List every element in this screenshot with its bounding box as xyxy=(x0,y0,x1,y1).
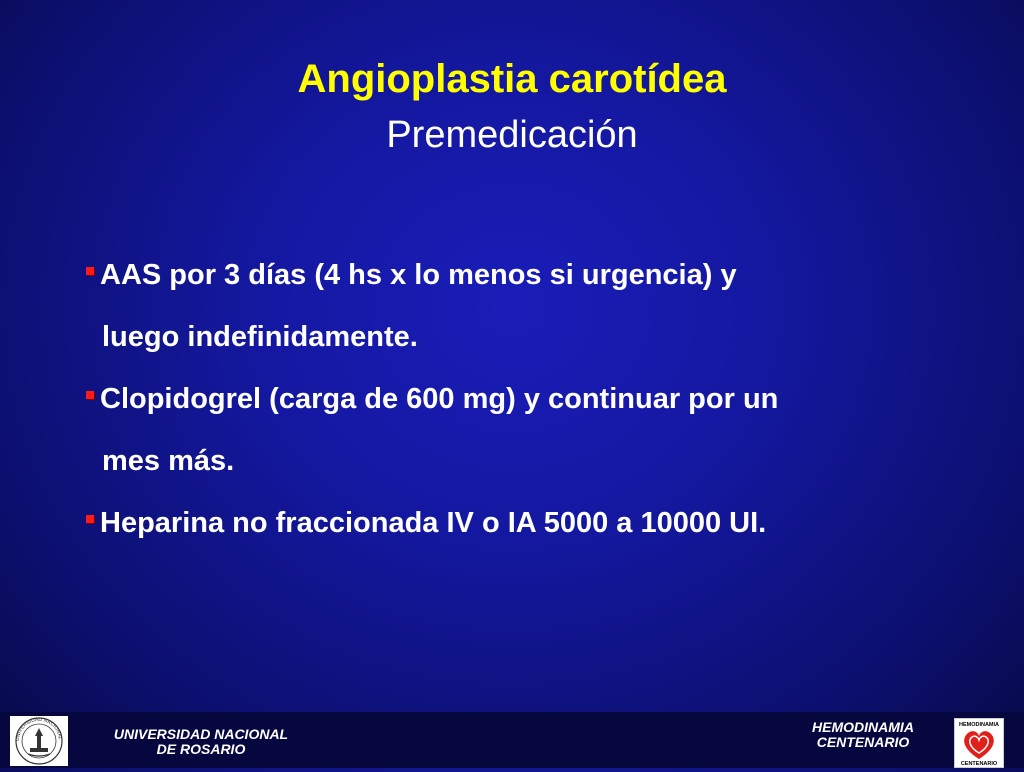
slide-title: Angioplastia carotídea xyxy=(297,57,727,101)
seal-icon xyxy=(10,716,68,766)
bullet-text: Clopidogrel (carga de 600 mg) y continuar por un xyxy=(100,383,779,415)
seal-text: UNIVERSIDAD NACIONAL xyxy=(14,716,63,742)
bullet-list xyxy=(84,244,944,554)
bullet-square-icon xyxy=(86,391,94,399)
footer-hemodinamia xyxy=(798,720,928,750)
bullet-item xyxy=(84,492,944,554)
university-seal-logo xyxy=(10,716,68,766)
footer-hemodinamia-line1: HEMODINAMIA xyxy=(812,719,914,735)
hemodinamia-logo xyxy=(954,718,1004,768)
footer-university-line1: UNIVERSIDAD NACIONAL xyxy=(113,726,289,742)
bullet-square-icon xyxy=(86,267,94,275)
logo-top-text: HEMODINAMIA xyxy=(958,722,1000,728)
svg-text:UNIVERSIDAD NACIONAL DE ROSARI xyxy=(10,716,63,741)
bullet-text: AAS por 3 días (4 hs x lo menos si urgencia) y xyxy=(100,259,737,291)
bullet-text: mes más. xyxy=(102,445,235,477)
footer-hemodinamia-line2: CENTENARIO xyxy=(816,734,910,750)
slide-subtitle: Premedicación xyxy=(386,114,638,156)
footer-university-line2: DE ROSARIO xyxy=(156,741,246,757)
bullet-item xyxy=(84,368,944,492)
footer-university xyxy=(96,727,306,757)
bullet-square-icon xyxy=(86,515,94,523)
bullet-item xyxy=(84,244,944,368)
heart-icon xyxy=(955,719,1003,767)
bullet-text: luego indefinidamente. xyxy=(102,321,418,353)
logo-bottom-text: CENTENARIO xyxy=(960,761,998,767)
bullet-text: Heparina no fraccionada IV o IA 5000 a 10000 UI. xyxy=(100,507,767,539)
